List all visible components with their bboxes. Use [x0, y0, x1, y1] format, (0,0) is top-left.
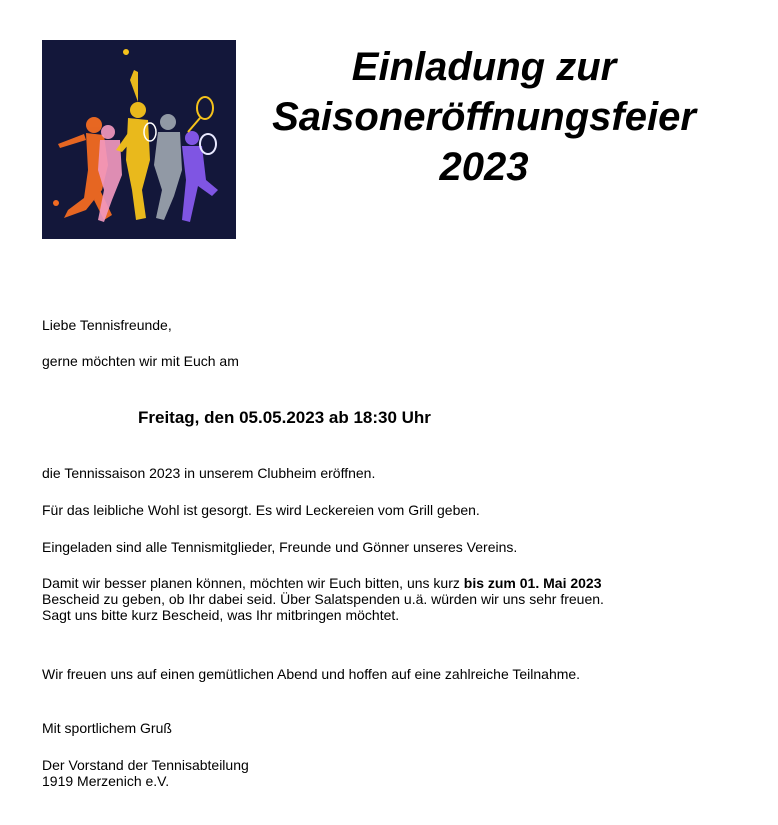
- food-text: Für das leibliche Wohl ist gesorgt. Es wird Leckereien vom Grill geben.: [42, 502, 480, 518]
- greeting: Liebe Tennisfreunde,: [42, 317, 172, 333]
- invited-text: Eingeladen sind alle Tennismitglieder, Freunde und Gönner unseres Vereins.: [42, 539, 518, 555]
- tennis-players-logo-icon: [42, 40, 236, 239]
- closing-text: Wir freuen uns auf einen gemütlichen Abend und hoffen auf eine zahlreiche Teilnahme.: [42, 666, 581, 682]
- signature-line-1: Der Vorstand der Tennisabteilung: [42, 757, 249, 773]
- rsvp-line-3: Sagt uns bitte kurz Bescheid, was Ihr mitbringen möchtet.: [42, 607, 400, 623]
- title-line-2: Saisoneröffnungsfeier: [272, 95, 696, 139]
- rsvp-line-2: Bescheid zu geben, ob Ihr dabei seid. Über Salatspenden u.ä. würden wir uns sehr freuen.: [42, 591, 604, 607]
- signature: [42, 757, 249, 789]
- rsvp-deadline: bis zum 01. Mai 2023: [463, 575, 602, 591]
- title-line-1: Einladung zur: [351, 45, 617, 89]
- signature-line-2: 1919 Merzenich e.V.: [42, 773, 170, 789]
- event-date: Freitag, den 05.05.2023 ab 18:30 Uhr: [138, 408, 431, 427]
- intro-text: gerne möchten wir mit Euch am: [42, 353, 239, 369]
- title-line-3: 2023: [439, 145, 529, 189]
- page-title: [248, 42, 720, 192]
- rsvp-paragraph: [42, 575, 604, 623]
- regards-text: Mit sportlichem Gruß: [42, 720, 172, 736]
- purpose-text: die Tennissaison 2023 in unserem Clubheim eröffnen.: [42, 465, 376, 481]
- rsvp-text: Damit wir besser planen können, möchten wir Euch bitten, uns kurz: [42, 575, 464, 591]
